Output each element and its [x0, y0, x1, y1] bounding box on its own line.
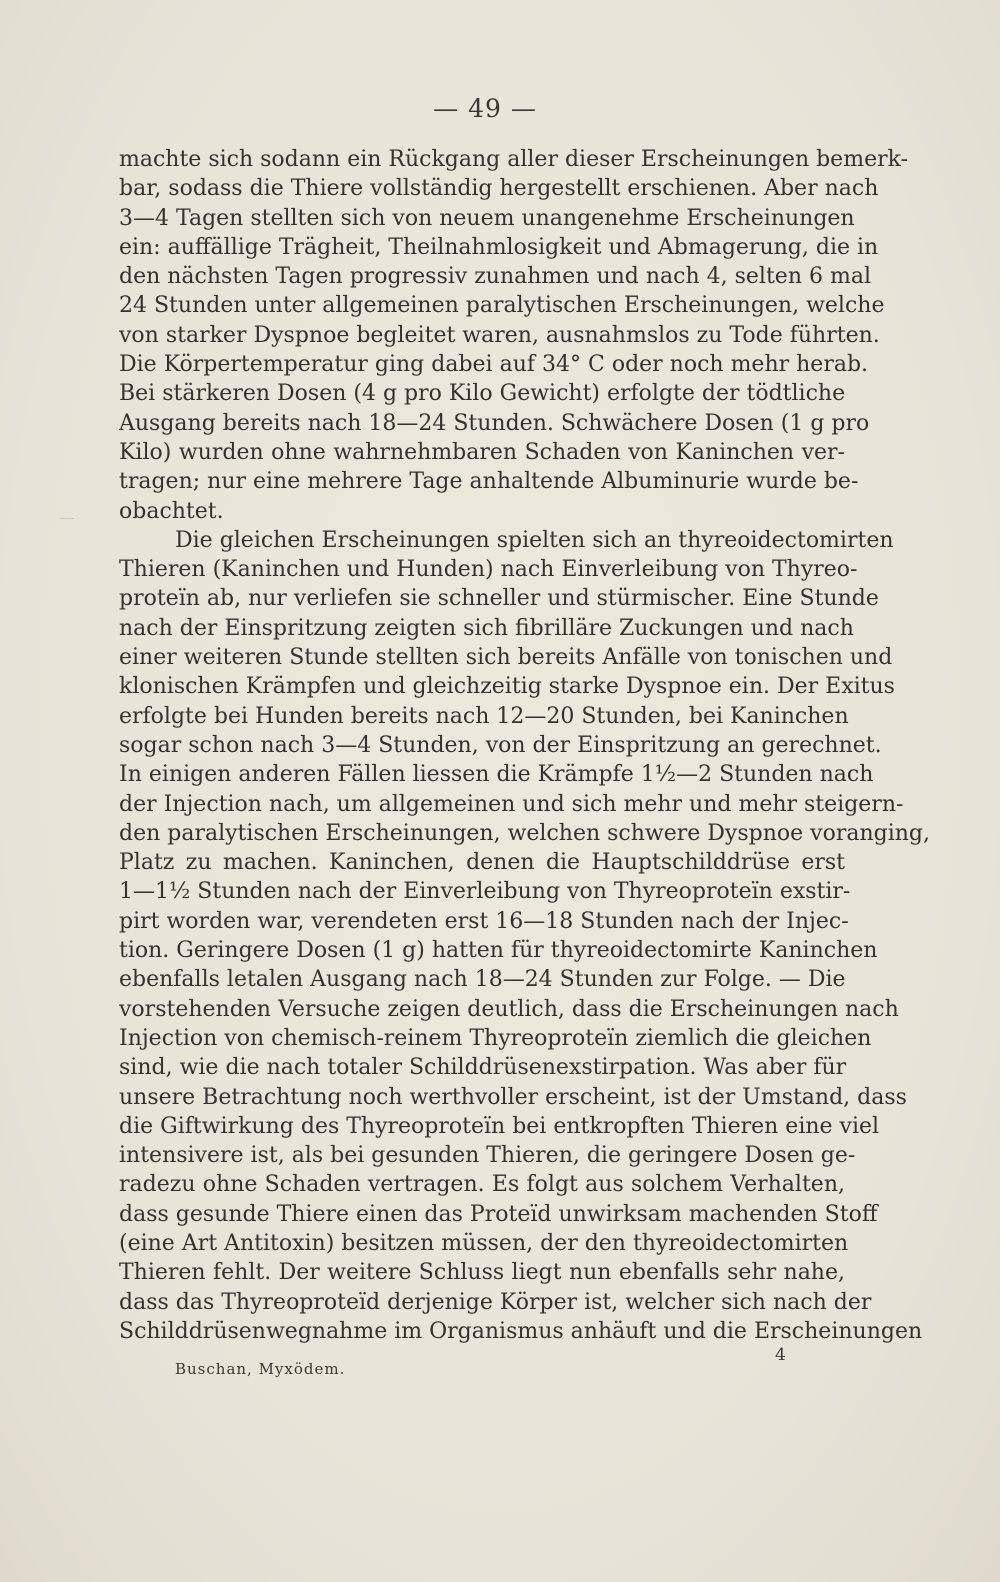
text-line: unsere Betrachtung noch werthvoller erscheint, ist der Umstand, dass	[119, 1084, 907, 1110]
text-line: den paralytischen Erscheinungen, welchen schwere Dyspnoe voranging,	[119, 820, 931, 846]
text-line: ein: auffällige Trägheit, Theilnahmlosigkeit und Abmagerung, die in	[119, 234, 879, 260]
text-line: Kilo) wurden ohne wahrnehmbaren Schaden von Kaninchen ver-	[119, 439, 845, 465]
text-line: dass das Thyreoproteïd derjenige Körper ist, welcher sich nach der	[119, 1289, 872, 1315]
page-number: — 49 —	[433, 94, 537, 123]
text-line: tragen; nur eine mehrere Tage anhaltende Albuminurie wurde be-	[119, 469, 859, 495]
text-line: Schilddrüsenwegnahme im Organismus anhäuft und die Erscheinungen	[119, 1318, 923, 1344]
text-line: Die gleichen Erscheinungen spielten sich an thyreoidectomirten	[175, 527, 894, 553]
text-line: den nächsten Tagen progressiv zunahmen und nach 4, selten 6 mal	[119, 264, 871, 290]
text-line: erfolgte bei Hunden bereits nach 12—20 Stunden, bei Kaninchen	[119, 703, 849, 729]
paragraph-1	[119, 145, 908, 526]
body-text	[119, 145, 931, 1346]
margin-mark	[60, 518, 74, 519]
text-line: dass gesunde Thiere einen das Proteïd unwirksam machenden Stoff	[119, 1201, 878, 1227]
text-line: vorstehenden Versuche zeigen deutlich, dass die Erscheinungen nach	[119, 996, 899, 1022]
text-line: nach der Einspritzung zeigten sich fibrilläre Zuckungen und nach	[119, 615, 854, 641]
text-line: der Injection nach, um allgemeinen und sich mehr und mehr steigern-	[119, 791, 904, 817]
text-line: 24 Stunden unter allgemeinen paralytischen Erscheinungen, welche	[119, 293, 885, 319]
text-line: 1—1½ Stunden nach der Einverleibung von Thyreoproteïn exstir-	[119, 879, 851, 905]
text-line: radezu ohne Schaden vertragen. Es folgt aus solchem Verhalten,	[119, 1172, 845, 1198]
text-line: Ausgang bereits nach 18—24 Stunden. Schwächere Dosen (1 g pro	[119, 410, 870, 436]
text-line: machte sich sodann ein Rückgang aller dieser Erscheinungen bemerk-	[119, 147, 908, 172]
text-line: ebenfalls letalen Ausgang nach 18—24 Stunden zur Folge. — Die	[119, 967, 846, 993]
text-line: sogar schon nach 3—4 Stunden, von der Einspritzung an gerechnet.	[119, 732, 882, 758]
text-line: einer weiteren Stunde stellten sich bereits Anfälle von tonischen und	[119, 645, 893, 671]
text-line: Thieren (Kaninchen und Hunden) nach Einverleibung von Thyreo-	[119, 557, 858, 583]
text-line: Thieren fehlt. Der weitere Schluss liegt nun ebenfalls sehr nahe,	[119, 1260, 845, 1286]
text-line: Injection von chemisch-reinem Thyreoproteïn ziemlich die gleichen	[119, 1025, 872, 1051]
text-line: intensivere ist, als bei gesunden Thieren, die geringere Dosen ge-	[119, 1143, 856, 1169]
text-line: Platz zu machen. Kaninchen, denen die Hauptschilddrüse erst	[119, 850, 845, 876]
text-line: In einigen anderen Fällen liessen die Krämpfe 1½—2 Stunden nach	[119, 762, 874, 788]
signature-mark: 4	[775, 1345, 786, 1365]
footer-author: Buschan, Myxödem.	[175, 1360, 346, 1378]
text-line: die Giftwirkung des Thyreoproteïn bei entkropften Thieren eine viel	[119, 1113, 880, 1139]
text-line: sind, wie die nach totaler Schilddrüsenexstirpation. Was aber für	[119, 1055, 847, 1081]
text-line: Bei stärkeren Dosen (4 g pro Kilo Gewicht) erfolgte der tödtliche	[119, 381, 846, 407]
text-line: pirt worden war, verendeten erst 16—18 Stunden nach der Injec-	[119, 908, 849, 934]
text-line: von starker Dyspnoe begleitet waren, ausnahmslos zu Tode führten.	[119, 322, 880, 348]
text-line: klonischen Krämpfen und gleichzeitig starke Dyspnoe ein. Der Exitus	[119, 674, 895, 700]
text-line: tion. Geringere Dosen (1 g) hatten für thyreoidectomirte Kaninchen	[119, 938, 878, 964]
paragraph-2	[119, 526, 931, 1346]
text-line: (eine Art Antitoxin) besitzen müssen, der den thyreoidectomirten	[119, 1230, 849, 1256]
text-line: obachtet.	[119, 498, 224, 524]
text-line: bar, sodass die Thiere vollständig hergestellt erschienen. Aber nach	[119, 176, 879, 202]
text-line: Die Körpertemperatur ging dabei auf 34° C oder noch mehr herab.	[119, 352, 869, 378]
text-line: 3—4 Tagen stellten sich von neuem unangenehme Erscheinungen	[119, 205, 855, 231]
text-line: proteïn ab, nur verliefen sie schneller und stürmischer. Eine Stunde	[119, 586, 879, 612]
